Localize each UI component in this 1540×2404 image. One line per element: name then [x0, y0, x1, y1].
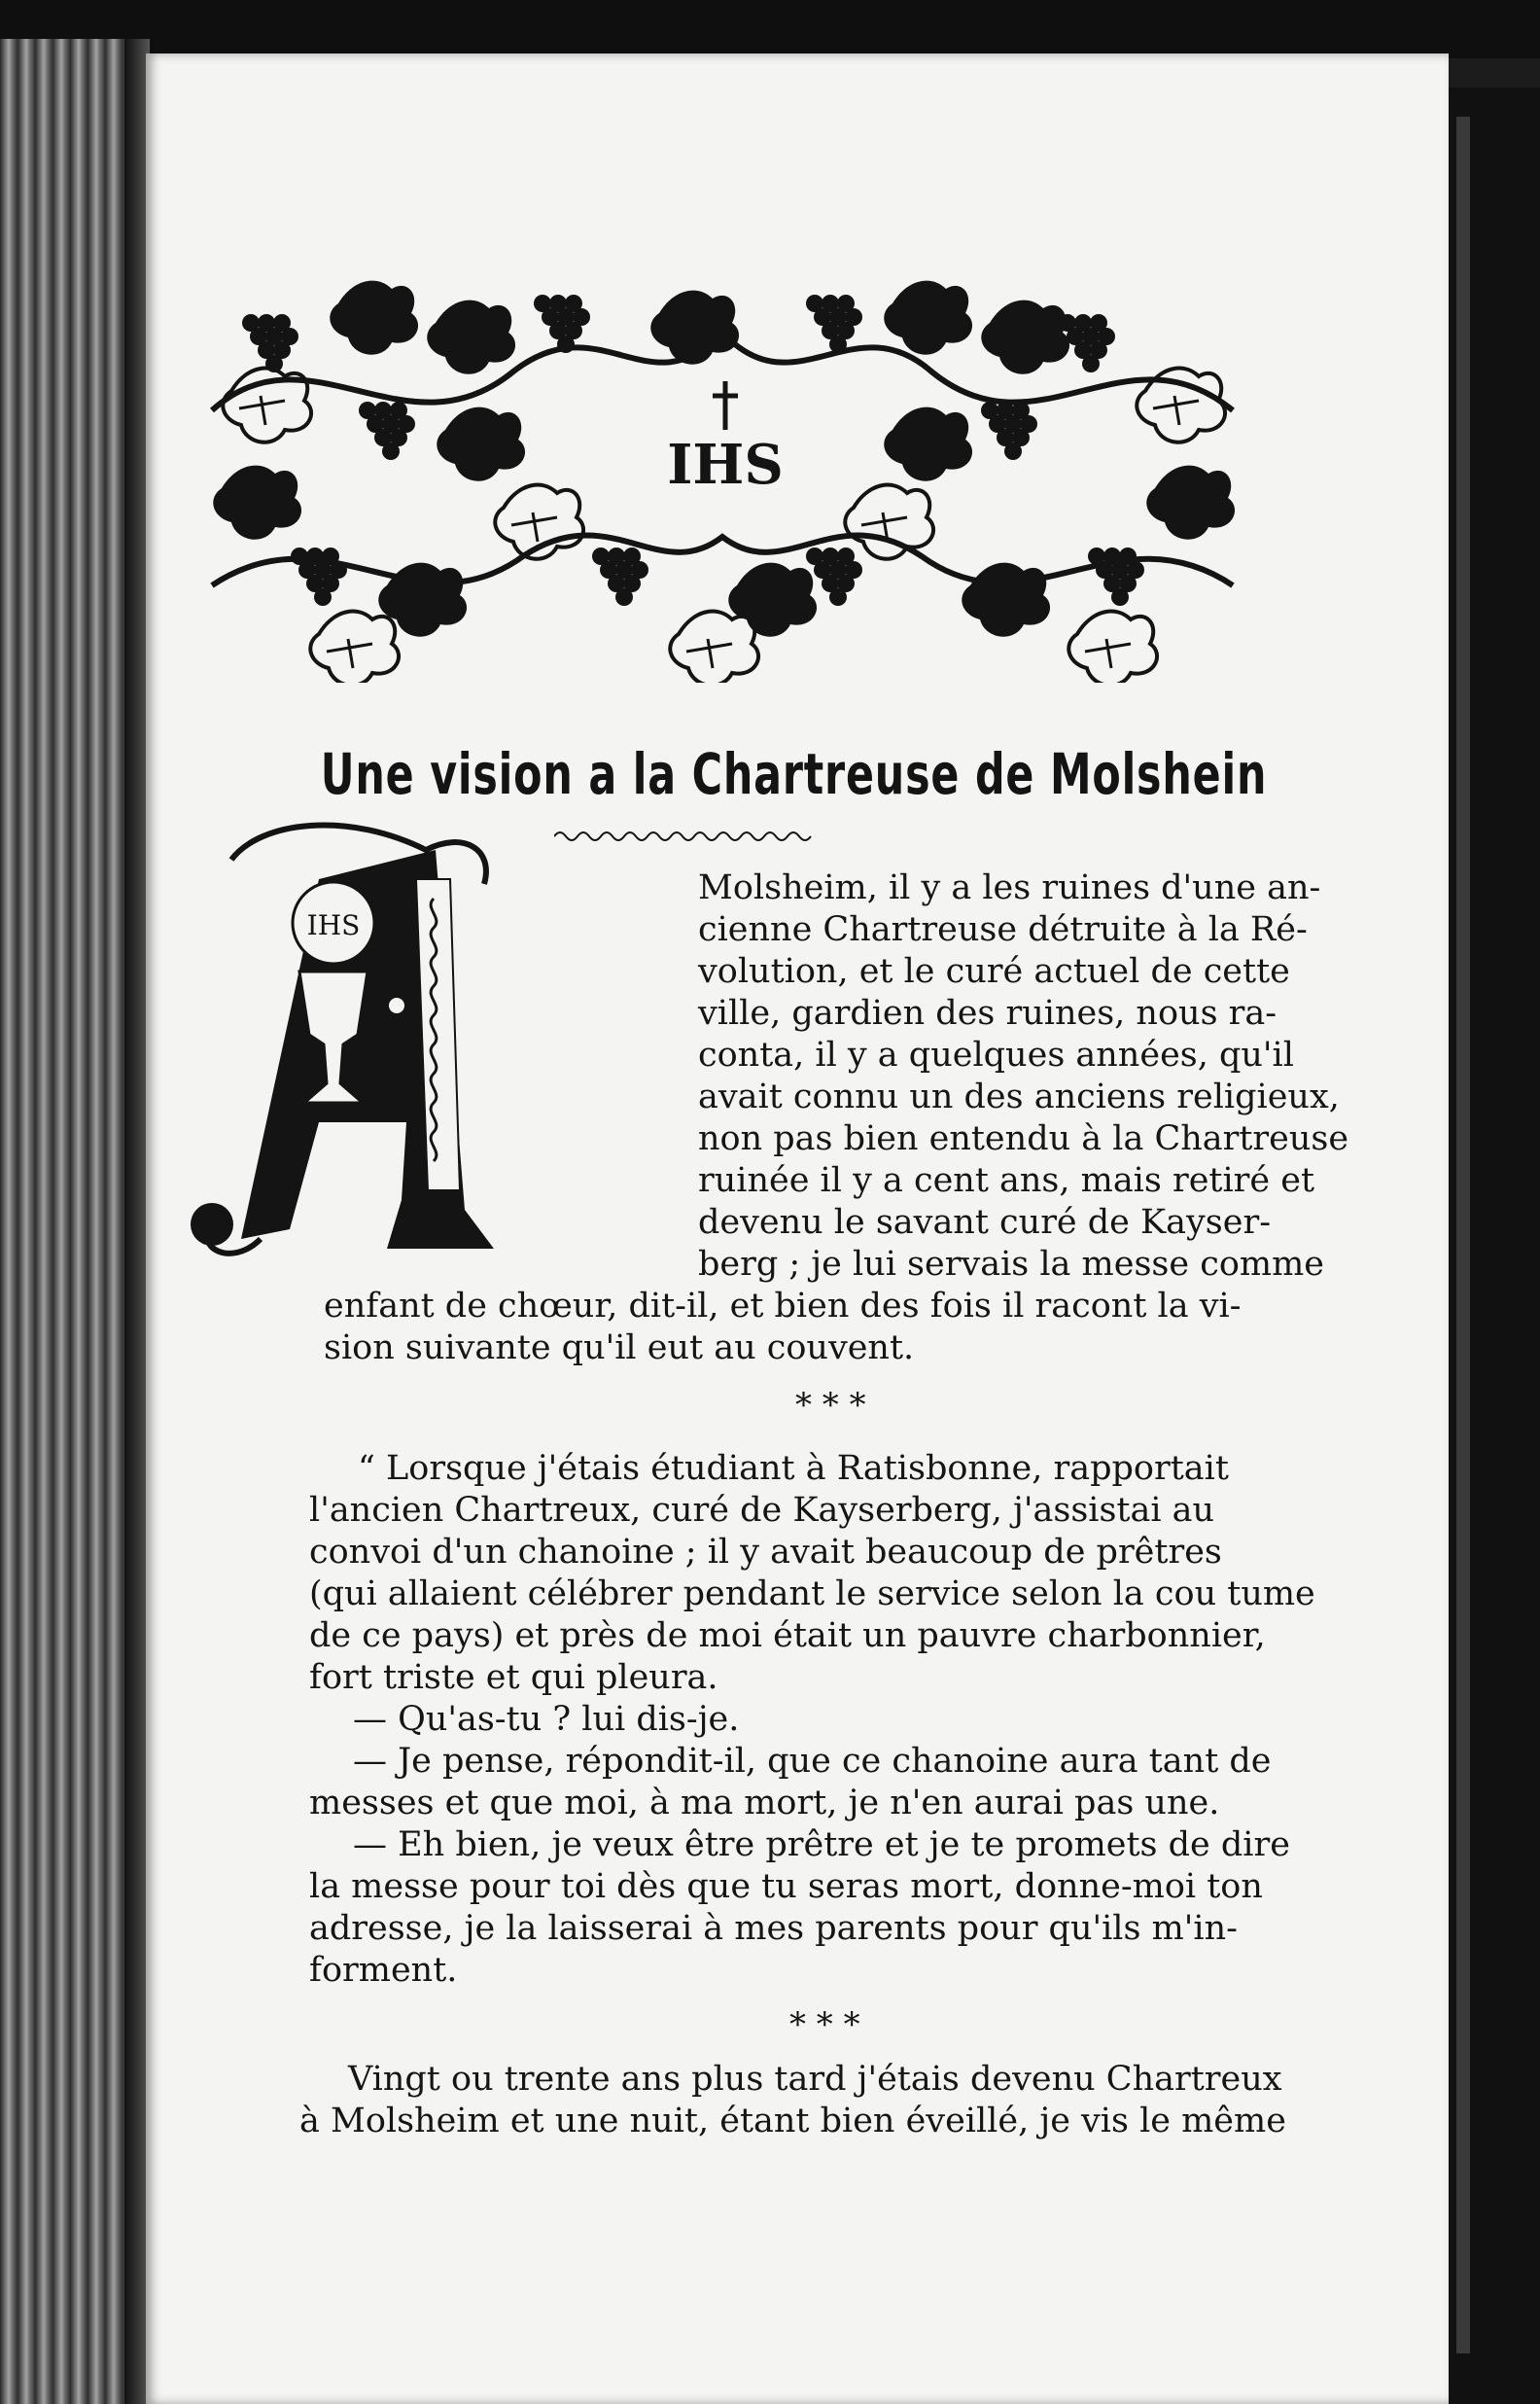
story-line: forment.: [309, 1951, 458, 1990]
story-line: de ce pays) et près de moi était un pauvre charbonnier,: [309, 1616, 1266, 1655]
intro-line: Molsheim, il y a les ruines d'une an-: [698, 868, 1321, 907]
scan-top-margin: [0, 0, 1540, 58]
story-line: “ Lorsque j'étais étudiant à Ratisbonne, rapportait: [358, 1449, 1229, 1488]
title-underline-flourish: [554, 827, 817, 846]
illuminated-dropcap: [173, 792, 523, 1278]
intro-line: non pas bien entendu à la Chartreuse: [698, 1119, 1349, 1158]
story-line: l'ancien Chartreux, curé de Kayserberg, j'assistai au: [309, 1491, 1215, 1530]
story-line: (qui allaient célébrer pendant le service selon la cou tume: [309, 1574, 1315, 1613]
page-title: Une vision a la Chartreuse de Molshein: [320, 741, 1268, 807]
intro-line: berg ; je lui servais la messe comme: [698, 1245, 1324, 1284]
intro-line: cienne Chartreuse détruite à la Ré-: [698, 910, 1308, 949]
vine-ornament-banner: [192, 265, 1252, 683]
intro-line: conta, il y a quelques années, qu'il: [698, 1036, 1294, 1075]
intro-line: ville, gardien des ruines, nous ra-: [698, 994, 1278, 1033]
intro-line: enfant de chœur, dit-il, et bien des fois il racont la vi-: [324, 1287, 1242, 1326]
section-separator: * * *: [789, 2005, 860, 2044]
story-line: — Je pense, répondit-il, que ce chanoine aura tant de: [353, 1742, 1272, 1781]
ihs-monogram-banner: [667, 381, 784, 497]
intro-line: sion suivante qu'il eut au couvent.: [324, 1328, 915, 1367]
story-line: — Eh bien, je veux être prêtre et je te promets de dire: [353, 1825, 1290, 1864]
section-separator: * * *: [795, 1386, 866, 1425]
story-line: adresse, je la laisserai à mes parents pour qu'ils m'in-: [309, 1909, 1238, 1948]
intro-line: avait connu un des anciens religieux,: [698, 1078, 1340, 1116]
banner-monogram: IHS: [667, 433, 784, 497]
final-line: à Molsheim et une nuit, étant bien éveillé, je vis le même: [299, 2102, 1286, 2140]
story-line: fort triste et qui pleura.: [309, 1658, 718, 1697]
final-line: Vingt ou trente ans plus tard j'étais devenu Chartreux: [348, 2060, 1282, 2099]
story-line: messes et que moi, à ma mort, je n'en aurai pas une.: [309, 1784, 1220, 1822]
intro-line: ruinée il y a cent ans, mais retiré et: [698, 1161, 1315, 1200]
story-line: convoi d'un chanoine ; il y avait beaucoup de prêtres: [309, 1533, 1222, 1572]
intro-line: devenu le savant curé de Kayser-: [698, 1203, 1272, 1242]
story-line: — Qu'as-tu ? lui dis-je.: [353, 1700, 740, 1739]
story-line: la messe pour toi dès que tu seras mort, donne-moi ton: [309, 1867, 1263, 1906]
dropcap-monogram: IHS: [306, 909, 361, 941]
intro-line: volution, et le curé actuel de cette: [698, 952, 1290, 991]
next-page-edge: [1456, 117, 1470, 2353]
